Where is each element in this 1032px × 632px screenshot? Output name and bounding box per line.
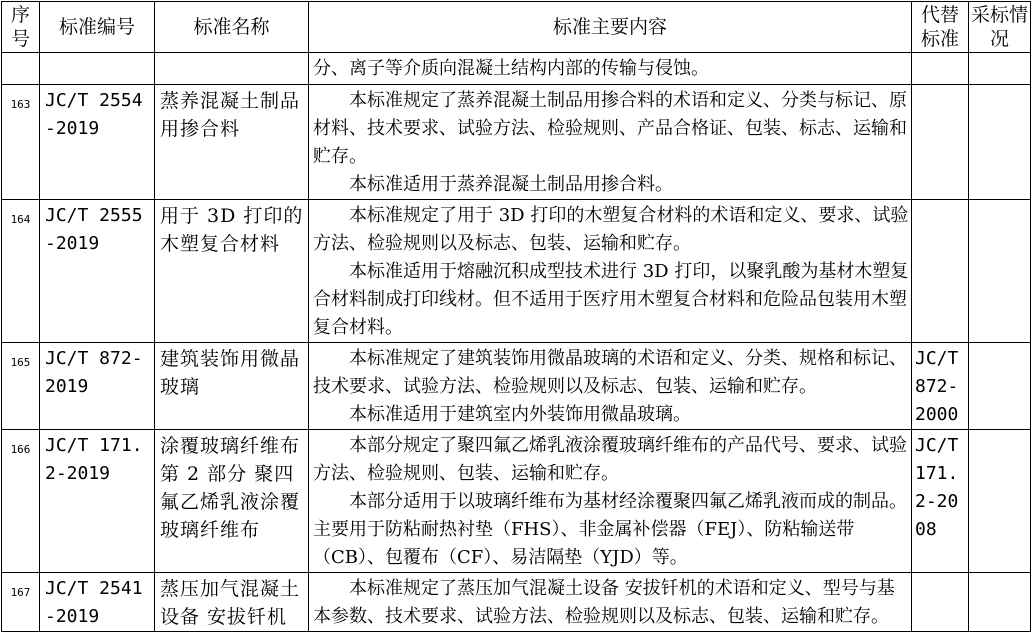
cell-adopt [969,343,1031,430]
cell-code [40,53,155,85]
content-paragraph: 本标准规定了蒸压加气混凝土设备 安拔钎机的术语和定义、型号与基本参数、技术要求、试验方法、检验规则以及标志、包装、运输和贮存。 [313,578,895,627]
header-content: 标准主要内容 [309,2,912,53]
cell-replace: JC/T 872-2000 [912,343,969,430]
content-paragraph: 本标准适用于蒸养混凝土制品用掺合料。 [349,174,673,195]
cell-replace [912,200,969,343]
cell-num: 166 [2,430,40,573]
cell-name: 蒸压加气混凝土设备 安拔钎机 [155,573,309,632]
cell-num: 164 [2,200,40,343]
cell-code: JC/T 2555-2019 [40,200,155,343]
content-paragraph: 分、离子等介质向混凝土结构内部的传输与侵蚀。 [313,58,709,79]
cell-adopt [969,53,1031,85]
cell-code: JC/T 872-2019 [40,343,155,430]
cell-content [309,573,912,632]
cell-num: 165 [2,343,40,430]
cell-content [309,53,912,85]
cell-adopt [969,573,1031,632]
cell-name: 建筑装饰用微晶玻璃 [155,343,309,430]
cell-content [309,85,912,200]
cell-replace [912,85,969,200]
cell-adopt [969,200,1031,343]
content-paragraph: 本标准规定了建筑装饰用微晶玻璃的术语和定义、分类、规格和标记、技术要求、试验方法、检验规则以及标志、包装、运输和贮存。 [313,348,907,397]
cell-name: 用于 3D 打印的木塑复合材料 [155,200,309,343]
content-paragraph: 本标准规定了蒸养混凝土制品用掺合料的术语和定义、分类与标记、原材料、技术要求、试验方法、检验规则、产品合格证、包装、标志、运输和贮存。 [313,90,907,167]
table-row [2,573,1031,632]
content-paragraph: 本标准规定了用于 3D 打印的木塑复合材料的术语和定义、要求、试验方法、检验规则以及标志、包装、运输和贮存。 [313,205,909,254]
cell-adopt [969,85,1031,200]
header-replace: 代替标准 [912,2,969,53]
cell-code: JC/T 171.2-2019 [40,430,155,573]
cell-content [309,430,912,573]
header-num: 序号 [2,2,40,53]
cell-adopt [969,430,1031,573]
cell-code: JC/T 2554-2019 [40,85,155,200]
standards-table [1,1,1031,632]
content-paragraph: 本部分适用于以玻璃纤维布为基材经涂覆聚四氟乙烯乳液而成的制品。主要用于防粘耐热衬垫（FHS）、非金属补偿器（FEJ）、防粘输送带（CB）、包覆布（CF）、易洁隔垫（YJD）等。 [313,491,907,568]
table-header-row [2,2,1031,53]
content-paragraph: 本标准适用于建筑室内外装饰用微晶玻璃。 [349,404,691,425]
cell-num [2,53,40,85]
cell-replace: JC/T 171.2-2008 [912,430,969,573]
cell-name: 涂覆玻璃纤维布 第 2 部分 聚四氟乙烯乳液涂覆玻璃纤维布 [155,430,309,573]
cell-content [309,200,912,343]
cell-code: JC/T 2541-2019 [40,573,155,632]
cell-name [155,53,309,85]
table-row [2,343,1031,430]
cell-num: 163 [2,85,40,200]
table-row [2,85,1031,200]
cell-num: 167 [2,573,40,632]
cell-replace [912,573,969,632]
table-row [2,430,1031,573]
header-adopt: 采标情况 [969,2,1031,53]
cell-name: 蒸养混凝土制品用掺合料 [155,85,309,200]
header-code: 标准编号 [40,2,155,53]
content-paragraph: 本标准适用于熔融沉积成型技术进行 3D 打印，以聚乳酸为基材木塑复合材料制成打印线材。但不适用于医疗用木塑复合材料和危险品包装用木塑复合材料。 [313,261,909,338]
table-row [2,200,1031,343]
content-paragraph: 本部分规定了聚四氟乙烯乳液涂覆玻璃纤维布的产品代号、要求、试验方法、检验规则、包装、运输和贮存。 [313,435,907,484]
cell-replace [912,53,969,85]
cell-content [309,343,912,430]
table-row-continuation [2,53,1031,85]
header-name: 标准名称 [155,2,309,53]
